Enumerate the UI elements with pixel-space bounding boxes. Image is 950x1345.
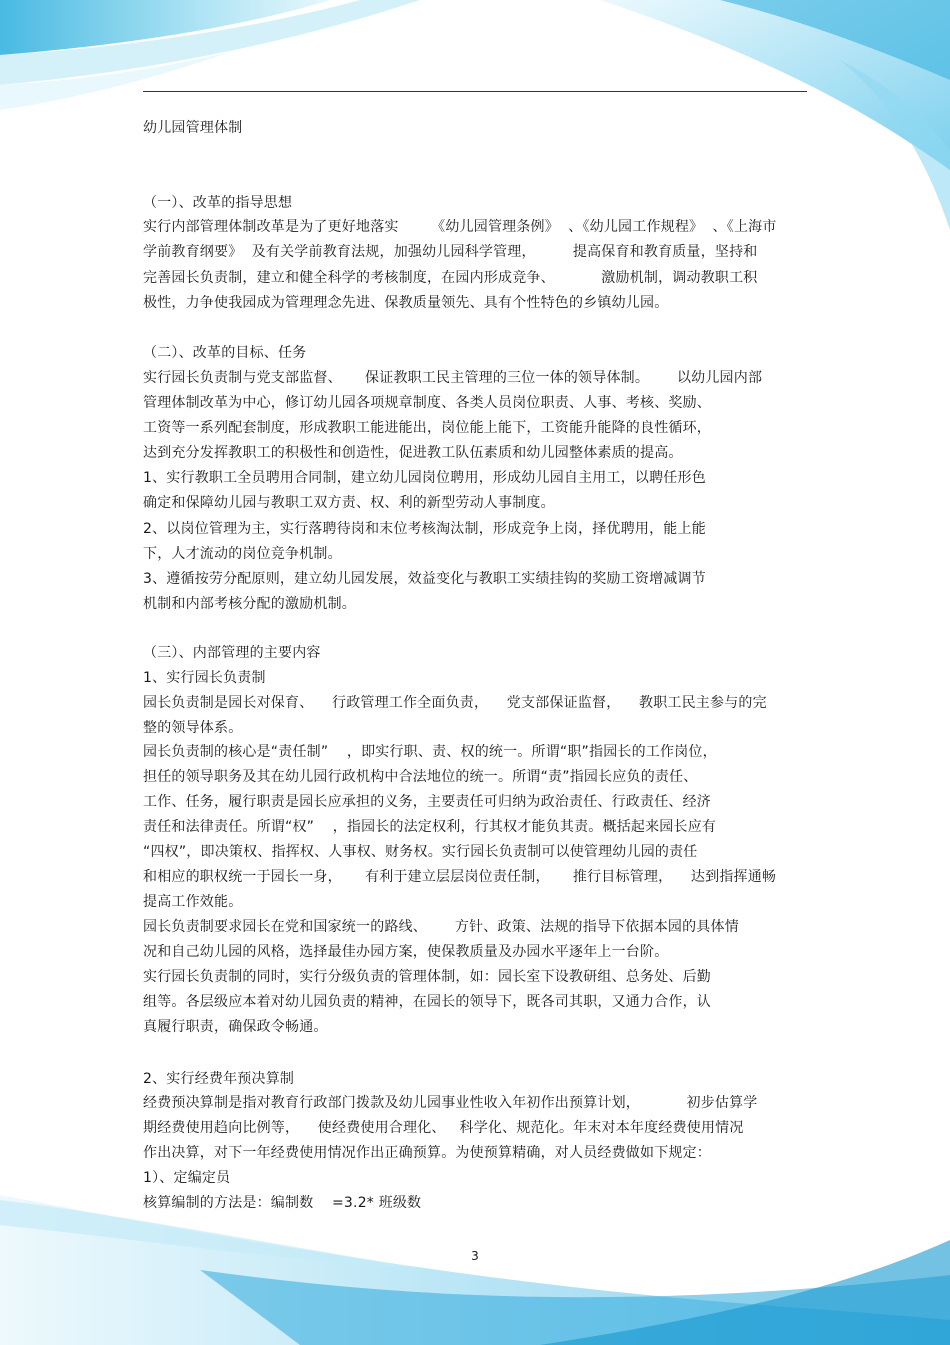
- text-line: 经费预决算制是指对教育行政部门拨款及幼儿园事业性收入年初作出预算计划， 初步估算学: [143, 1095, 758, 1111]
- text-line: 实行内部管理体制改革是为了更好地落实 《幼儿园管理条例》 、《幼儿园工作规程》 、《上海市: [143, 219, 777, 235]
- text-line: “四权”，即决策权、指挥权、人事权、财务权。实行园长负责制可以使管理幼儿园的责任: [143, 844, 698, 860]
- text-line: 3、遵循按劳分配原则，建立幼儿园发展，效益变化与教职工实绩挂钩的奖励工资增减调节: [143, 571, 706, 587]
- page-number: 3: [471, 1249, 479, 1263]
- text-line: 工资等一系列配套制度，形成教职工能进能出，岗位能上能下，工资能升能降的良性循环，: [143, 420, 711, 436]
- text-line: 实行园长负责制与党支部监督、 保证教职工民主管理的三位一体的领导体制。 以幼儿园内部: [143, 370, 763, 386]
- text-line: 核算编制的方法是：编制数 =3.2* 班级数: [143, 1195, 422, 1211]
- text-line: 2、实行经费年预决算制: [143, 1071, 295, 1087]
- text-line: 实行园长负责制的同时，实行分级负责的管理体制，如：园长室下设教研组、总务处、后勤: [143, 969, 711, 985]
- text-line: 整的领导体系。: [143, 720, 243, 736]
- text-line: （三）、内部管理的主要内容: [143, 645, 321, 661]
- header-rule: [143, 91, 807, 92]
- text-line: 真履行职责，确保政令畅通。: [143, 1019, 328, 1035]
- text-line: 下，人才流动的岗位竞争机制。: [143, 546, 342, 562]
- text-line: （二）、改革的目标、任务: [143, 345, 307, 361]
- text-line: 和相应的职权统一于园长一身， 有利于建立层层岗位责任制， 推行目标管理， 达到指挥通畅: [143, 869, 777, 885]
- text-line: 期经费使用趋向比例等， 使经费使用合理化、 科学化、规范化。年末对本年度经费使用情况: [143, 1120, 744, 1136]
- text-line: 管理体制改革为中心，修订幼儿园各项规章制度、各类人员岗位职责、人事、考核、奖励、: [143, 395, 711, 411]
- text-line: 园长负责制的核心是“责任制” ，即实行职、责、权的统一。所谓“职”指园长的工作岗位，: [143, 744, 717, 760]
- text-line: 1）、定编定员: [143, 1170, 231, 1186]
- text-line: 工作、任务，履行职责是园长应承担的义务，主要责任可归纳为政治责任、行政责任、经济: [143, 794, 711, 810]
- text-line: 作出决算，对下一年经费使用情况作出正确预算。为使预算精确，对人员经费做如下规定：: [143, 1145, 711, 1161]
- text-line: 达到充分发挥教职工的积极性和创造性，促进教工队伍素质和幼儿园整体素质的提高。: [143, 445, 683, 461]
- text-line: 园长负责制要求园长在党和国家统一的路线、 方针、政策、法规的指导下依据本园的具体情: [143, 919, 739, 935]
- text-line: 确定和保障幼儿园与教职工双方责、权、利的新型劳动人事制度。: [143, 495, 555, 511]
- text-line: 2、以岗位管理为主，实行落聘待岗和末位考核淘汰制，形成竞争上岗，择优聘用，能上能: [143, 521, 706, 537]
- text-line: 况和自己幼儿园的风格，选择最佳办园方案，使保教质量及办园水平逐年上一台阶。: [143, 944, 669, 960]
- doc-title: 幼儿园管理体制: [143, 120, 243, 136]
- text-line: 1、实行教职工全员聘用合同制，建立幼儿园岗位聘用，形成幼儿园自主用工，以聘任形色: [143, 470, 706, 486]
- text-line: 完善园长负责制，建立和健全科学的考核制度，在园内形成竞争、 激励机制，调动教职工积: [143, 270, 758, 286]
- text-line: 园长负责制是园长对保育、 行政管理工作全面负责， 党支部保证监督， 教职工民主参与的完: [143, 695, 767, 711]
- text-line: 提高工作效能。: [143, 894, 243, 910]
- text-line: 责任和法律责任。所谓“权” ，指园长的法定权利，行其权才能负其责。概括起来园长应有: [143, 819, 717, 835]
- text-line: 极性，力争使我园成为管理理念先进、保教质量领先、具有个性特色的乡镇幼儿园。: [143, 295, 669, 311]
- text-line: 1、实行园长负责制: [143, 670, 266, 686]
- text-line: （一）、改革的指导思想: [143, 195, 293, 211]
- text-line: 学前教育纲要》 及有关学前教育法规，加强幼儿园科学管理， 提高保育和教育质量，坚持和: [143, 244, 758, 260]
- text-line: 组等。各层级应本着对幼儿园负责的精神，在园长的领导下，既各司其职，又通力合作，认: [143, 994, 711, 1010]
- text-line: 担任的领导职务及其在幼儿园行政机构中合法地位的统一。所谓“责”指园长应负的责任、: [143, 769, 698, 785]
- text-line: 机制和内部考核分配的激励机制。: [143, 596, 356, 612]
